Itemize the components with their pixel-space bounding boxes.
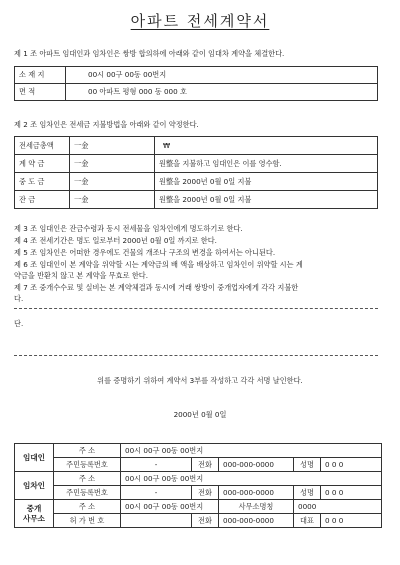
address-value: 00시 00구 00동 00번지: [66, 67, 378, 84]
article-1: 제 1 조 아파트 임대인과 임차인은 쌍방 합의하에 아래와 같이 임대차 계약을 체결한다.: [14, 49, 285, 58]
article-6-cont: 약금을 반환치 않고 본 계약을 무효로 한다.: [14, 271, 149, 280]
id-label: 주민등록번호: [54, 458, 121, 472]
license-label: 허 가 번 호: [54, 514, 121, 528]
license-value: [121, 514, 192, 528]
page-title: 아파트 전세계약서: [130, 12, 270, 30]
area-label: 면 적: [15, 84, 66, 101]
payment-label: 계 약 금: [15, 155, 70, 173]
phone-value: 000-000-0000: [219, 514, 294, 528]
payment-row: [15, 191, 378, 209]
payment-label: 전세금총액: [15, 137, 70, 155]
payment-amount: 一金: [70, 155, 155, 173]
dashed-divider: [14, 308, 378, 309]
payment-note: 원整을 지불하고 임대인은 이를 영수함.: [155, 155, 378, 173]
article-3: 제 3 조 임대인은 잔금수령과 동시 전세물을 임차인에게 명도하기로 한다.: [14, 224, 243, 233]
article-7-cont: 다.: [14, 294, 24, 303]
article-5: 제 5 조 임차인은 어떠한 경우에도 건물의 개조나 구조의 변경을 하여서는 아니된다.: [14, 248, 276, 257]
phone-value: 000-000-0000: [219, 486, 294, 500]
article-2: 제 2 조 임차인은 전세금 지불방법을 아래와 같이 약정한다.: [14, 120, 199, 129]
parties-table: [14, 443, 382, 528]
phone-label: 전화: [192, 514, 219, 528]
addr-label: 주 소: [54, 500, 121, 514]
addr-label: 주 소: [54, 444, 121, 458]
payment-label: 중 도 금: [15, 173, 70, 191]
payment-amount: 一金: [70, 191, 155, 209]
lessee-label: 임차인: [15, 472, 54, 500]
payment-label: 잔 금: [15, 191, 70, 209]
addr-value: 00시 00구 00동 00번지: [121, 444, 382, 458]
won-symbol: ₩: [163, 141, 171, 150]
rep-label: 대표: [294, 514, 321, 528]
payment-row: [15, 137, 378, 155]
closing-statement: 위를 증명하기 위하여 계약서 3부를 작성하고 각각 서명 날인한다.: [97, 376, 303, 385]
contract-date: 2000년 0월 0일: [173, 410, 227, 419]
article-6: 제 6 조 임대인이 본 계약을 위약할 시는 계약금의 배 액을 배상하고 임차인이 위약할 시는 계: [14, 260, 303, 269]
payment-amount: 一金: [70, 173, 155, 191]
payment-note: [155, 137, 378, 155]
payment-amount: 一金: [70, 137, 155, 155]
addr-value: 00시 00구 00동 00번지: [121, 472, 382, 486]
name-value: 0 0 0: [321, 486, 382, 500]
name-label: 성명: [294, 486, 321, 500]
id-label: 주민등록번호: [54, 486, 121, 500]
addr-label: 주 소: [54, 472, 121, 486]
agent-label: 중개 사무소: [15, 500, 54, 528]
office-name-value: 0000: [294, 500, 382, 514]
payment-note: 원整을 2000년 0월 0일 지불: [155, 191, 378, 209]
payment-table: [14, 136, 378, 209]
name-label: 성명: [294, 458, 321, 472]
id-value: -: [121, 458, 192, 472]
phone-label: 전화: [192, 486, 219, 500]
phone-label: 전화: [192, 458, 219, 472]
rep-value: 0 0 0: [321, 514, 382, 528]
special-terms-label: 단.: [14, 319, 24, 328]
name-value: 0 0 0: [321, 458, 382, 472]
lessor-label: 임대인: [15, 444, 54, 472]
phone-value: 000-000-0000: [219, 458, 294, 472]
payment-row: [15, 155, 378, 173]
address-label: 소 재 지: [15, 67, 66, 84]
area-value: 00 아파트 평형 000 동 000 호: [66, 84, 378, 101]
article-4: 제 4 조 전세기간은 명도 일로부터 2000년 0월 0일 까지로 한다.: [14, 236, 217, 245]
property-table: [14, 66, 378, 101]
article-7: 제 7 조 중개수수료 및 실비는 본 계약체결과 동시에 거래 쌍방이 중개업자에게 각각 지불한: [14, 283, 299, 292]
dashed-divider: [14, 355, 378, 356]
payment-note: 원整을 2000년 0월 0일 지불: [155, 173, 378, 191]
office-name-label: 사무소명칭: [219, 500, 294, 514]
addr-value: 00시 00구 00동 00번지: [121, 500, 219, 514]
id-value: -: [121, 486, 192, 500]
payment-row: [15, 173, 378, 191]
